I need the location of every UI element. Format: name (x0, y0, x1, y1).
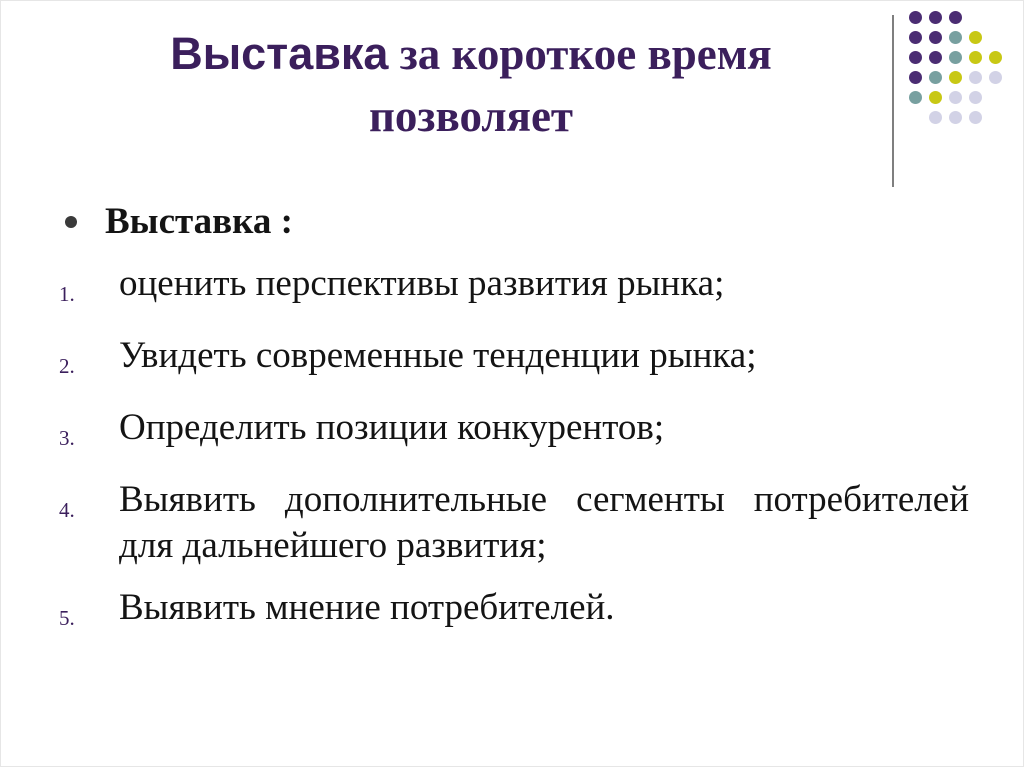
list-text: Выявить мнение потребителей. (119, 587, 615, 628)
decorative-dot (909, 51, 922, 64)
list-text: Увидеть современные тенденции рынка; (119, 335, 757, 376)
decorative-dot (909, 71, 922, 84)
decorative-dot (949, 91, 962, 104)
decorative-dot (909, 11, 922, 24)
decorative-dot (909, 31, 922, 44)
decorative-dot (969, 131, 982, 144)
decorative-dot (969, 71, 982, 84)
decorative-dot (949, 71, 962, 84)
decorative-dot (909, 91, 922, 104)
title-line2: позволяет (368, 91, 574, 141)
list-number: 1. (59, 282, 75, 306)
decorative-dot (949, 51, 962, 64)
decorative-dot (909, 111, 922, 124)
decorative-dot (949, 131, 962, 144)
decorative-dot (989, 71, 1002, 84)
decorative-dot (989, 91, 1002, 104)
list-text: Выявить дополнительные сегменты потребителей для дальнейшего развития; (119, 479, 969, 566)
list-number: 2. (59, 354, 75, 378)
decorative-dot (949, 31, 962, 44)
list-item (59, 477, 969, 569)
slide-title (61, 23, 881, 147)
decorative-dot (989, 131, 1002, 144)
decorative-dot (969, 111, 982, 124)
decorative-dot (929, 91, 942, 104)
title-divider (892, 15, 894, 187)
title-bold-word: Выставка (170, 28, 389, 79)
decorative-dot (969, 91, 982, 104)
list-item (59, 261, 969, 317)
list-number: 3. (59, 426, 75, 450)
decorative-dot (909, 131, 922, 144)
decorative-dot (929, 71, 942, 84)
list-item (59, 585, 969, 641)
list-item (59, 405, 969, 461)
decorative-dot (969, 51, 982, 64)
title-rest-line1: за короткое время (399, 29, 772, 79)
decorative-dot (989, 51, 1002, 64)
decorative-dot (929, 111, 942, 124)
decorative-dot (929, 131, 942, 144)
bullet-heading-row (59, 199, 969, 245)
decorative-dot (989, 111, 1002, 124)
decorative-dot (989, 31, 1002, 44)
list-item (59, 333, 969, 389)
body-heading: Выставка : (105, 201, 293, 242)
slide-body (59, 199, 969, 657)
decorative-dot (929, 31, 942, 44)
decorative-dot (969, 31, 982, 44)
list-number: 4. (59, 498, 75, 522)
decorative-dots (906, 8, 1006, 148)
decorative-dot (969, 11, 982, 24)
decorative-dot (949, 111, 962, 124)
bullet-icon (65, 216, 77, 228)
list-text: оценить перспективы развития рынка; (119, 263, 725, 304)
decorative-dot (949, 11, 962, 24)
decorative-dot (929, 11, 942, 24)
decorative-dot (989, 11, 1002, 24)
decorative-dot (929, 51, 942, 64)
list-text: Определить позиции конкурентов; (119, 407, 665, 448)
list-number: 5. (59, 606, 75, 630)
